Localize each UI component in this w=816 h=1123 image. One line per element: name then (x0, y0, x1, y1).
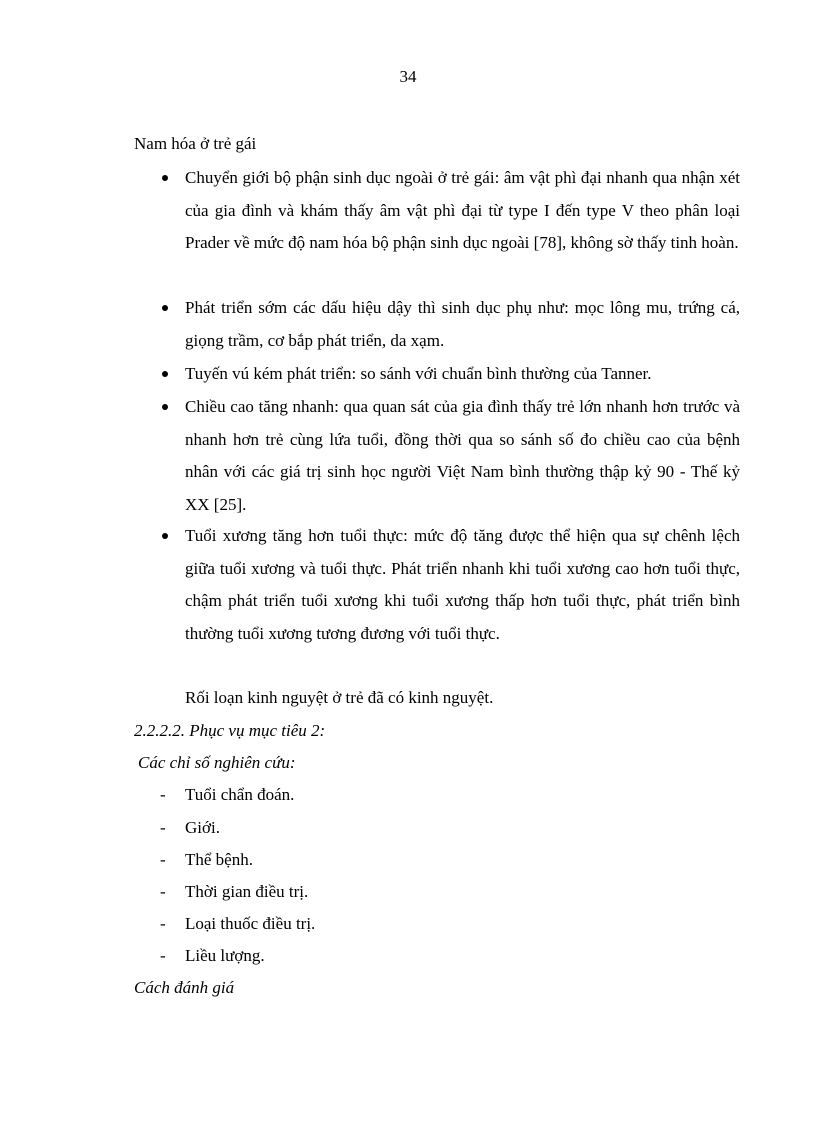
dash-marker: - (160, 785, 166, 804)
evaluation-heading: Cách đánh giá (134, 978, 235, 997)
closing-line: Rối loạn kinh nguyệt ở trẻ đã có kinh nguyệt. (185, 688, 494, 707)
bullet-text: Tuyến vú kém phát triển: so sánh với chuẩn bình thường của Tanner. (185, 364, 652, 383)
bullet-dot-icon (162, 404, 168, 410)
list-item (0, 784, 816, 806)
list-item (0, 881, 816, 903)
dash-marker: - (160, 946, 166, 965)
bullet-text: Chiều cao tăng nhanh: qua quan sát của gia đình thấy trẻ lớn nhanh hơn trước và nhanh hơn trẻ cùng lứa tuổi, đồng thời qua so sánh số đo chiều cao của bệnh nhân với các giá trị sinh học người Việt Nam bình thường thập kỷ 90 - Thế kỷ XX [25]. (185, 397, 740, 514)
list-item-text: Liều lượng. (185, 946, 265, 965)
list-item (0, 817, 816, 839)
subsection-title: 2.2.2.2. Phục vụ mục tiêu 2: (134, 721, 326, 740)
list-item-text: Tuổi chẩn đoán. (185, 785, 295, 804)
list-item (0, 849, 816, 871)
list-item-text: Loại thuốc điều trị. (185, 914, 316, 933)
dash-marker: - (160, 882, 166, 901)
list-item (0, 945, 816, 967)
bullet-dot-icon (162, 175, 168, 181)
bullet-text: Chuyển giới bộ phận sinh dục ngoài ở trẻ gái: âm vật phì đại nhanh qua nhận xét của gia đình và khám thấy âm vật phì đại từ type I đến type V theo phân loại Prader về mức độ nam hóa bộ phận sinh dục ngoài [78], không sờ thấy tinh hoàn. (185, 168, 740, 252)
bullet-text: Tuổi xương tăng hơn tuổi thực: mức độ tăng được thể hiện qua sự chênh lệch giữa tuổi xương và tuổi thực. Phát triển nhanh khi tuổi xương cao hơn tuổi thực, chậm phát triển tuổi xương khi tuổi xương thấp hơn tuổi thực, phát triển bình thường tuổi xương tương đương với tuổi thực. (185, 526, 740, 643)
list-item-text: Giới. (185, 818, 220, 837)
bullet-dot-icon (162, 305, 168, 311)
dash-marker: - (160, 850, 166, 869)
page-number: 34 (399, 67, 417, 86)
indicators-heading: Các chỉ số nghiên cứu: (138, 753, 296, 772)
list-item-text: Thể bệnh. (185, 850, 253, 869)
list-item-text: Thời gian điều trị. (185, 882, 309, 901)
dash-marker: - (160, 818, 166, 837)
section-heading: Nam hóa ở trẻ gái (134, 134, 257, 153)
bullet-text: Phát triển sớm các dấu hiệu dậy thì sinh dục phụ như: mọc lông mu, trứng cá, giọng trầm, cơ bắp phát triển, da xạm. (185, 298, 740, 350)
dash-marker: - (160, 914, 166, 933)
list-item (0, 913, 816, 935)
bullet-dot-icon (162, 533, 168, 539)
bullet-dot-icon (162, 371, 168, 377)
